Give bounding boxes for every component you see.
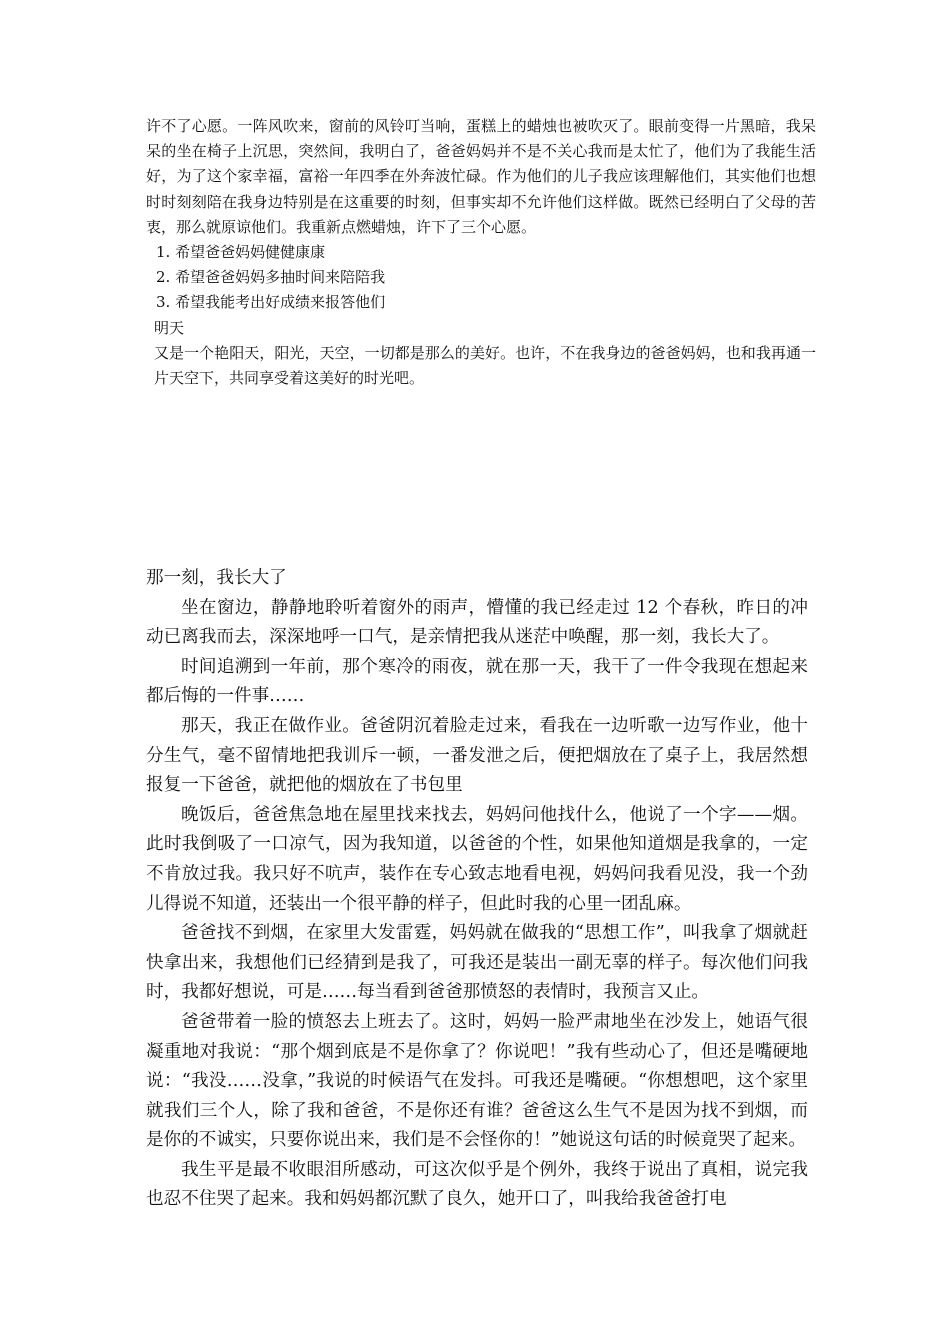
- essay-paragraph: 坐在窗边，静静地聆听着窗外的雨声，懵懂的我已经走过 12 个春秋，昨日的冲动已离我而去，深深地呼一口气，是亲情把我从迷茫中唤醒，那一刻，我长大了。: [146, 597, 808, 648]
- essay-section-grew-up: [146, 564, 808, 1215]
- wish-item-3: 3. 希望我能考出好成绩来报答他们: [156, 293, 386, 312]
- wish-item-1: 1. 希望爸爸妈妈健健康康: [156, 243, 326, 262]
- essay-paragraph: 爸爸带着一脸的愤怒去上班去了。这时，妈妈一脸严肃地坐在沙发上，她语气很凝重地对我说：“那个烟到底是不是你拿了？你说吧！”我有些动心了，但还是嘴硬地说：“我没……没拿，”我说的时候语气在发抖。可我还是嘴硬。“你想想吧，这个家里就我们三个人，除了我和爸爸，不是你还有谁？爸爸这么生气不是因为找不到烟，而是你的不诚实，只要你说出来，我们是不会怪你的！”她说这句话的时候竟哭了起来。: [146, 1011, 808, 1151]
- essay-paragraph: 我生平是最不收眼泪所感动，可这次似乎是个例外，我终于说出了真相，说完我也忍不住哭了起来。我和妈妈都沉默了良久，她开口了，叫我给我爸爸打电: [146, 1159, 808, 1210]
- essay-paragraph: 爸爸找不到烟，在家里大发雷霆，妈妈就在做我的“思想工作”，叫我拿了烟就赶快拿出来，我想他们已经猜到是我了，可我还是装出一副无辜的样子。每次他们问我时，我都好想说，可是……每当看到爸爸那愤怒的表情时，我预言又止。: [146, 923, 808, 1003]
- essay-paragraph: 晚饭后，爸爸焦急地在屋里找来找去，妈妈问他找什么，他说了一个字——烟。此时我倒吸了一口凉气，因为我知道，以爸爸的个性，如果他知道烟是我拿的，一定不肯放过我。我只好不吭声，装作在专心致志地看电视，妈妈问我看见没，我一个劲儿得说不知道，还装出一个很平静的样子，但此时我的心里一团乱麻。: [146, 804, 808, 914]
- essay-title: 那一刻，我长大了: [146, 568, 287, 588]
- closing-paragraph: 又是一个艳阳天，阳光，天空，一切都是那么的美好。也许，不在我身边的爸爸妈妈，也和我再通一片天空下，共同享受着这美好的时光吧。: [154, 343, 816, 388]
- tomorrow-line: 明天: [154, 318, 185, 337]
- wish-item-2: 2. 希望爸爸妈妈多抽时间来陪陪我: [156, 268, 386, 287]
- essay-paragraph: 时间追溯到一年前，那个寒冷的雨夜，就在那一天，我干了一件令我现在想起来都后悔的一件事……: [146, 656, 808, 707]
- essay-section-wishes: [146, 114, 816, 391]
- wish-story-paragraph: 许不了心愿。一阵风吹来，窗前的风铃叮当响，蛋糕上的蜡烛也被吹灭了。眼前变得一片黑暗，我呆呆的坐在椅子上沉思，突然间，我明白了，爸爸妈妈并不是不关心我而是太忙了，他们为了我能生活好，为了这个家幸福，富裕一年四季在外奔波忙碌。作为他们的儿子我应该理解他们，其实他们也想时时刻刻陪在我身边特别是在这重要的时刻，但事实却不允许他们这样做。既然已经明白了父母的苦衷，那么就原谅他们。我重新点燃蜡烛，许下了三个心愿。: [146, 117, 816, 236]
- wish-list: [146, 240, 816, 316]
- essay-paragraph: 那天，我正在做作业。爸爸阴沉着脸走过来，看我在一边听歌一边写作业，他十分生气，毫不留情地把我训斥一顿，一番发泄之后，便把烟放在了桌子上，我居然想报复一下爸爸，就把他的烟放在了书包里: [146, 715, 808, 796]
